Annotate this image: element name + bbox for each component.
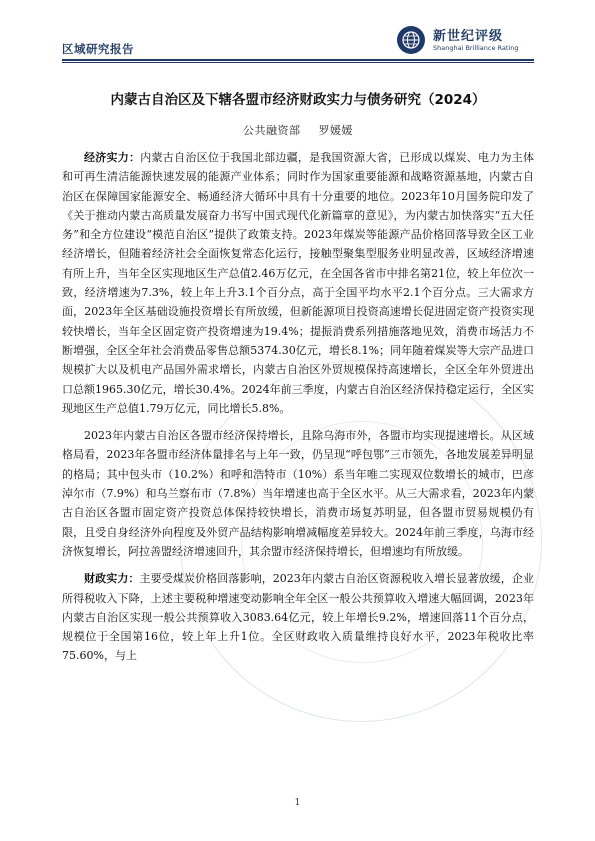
header-divider-thin: [62, 62, 534, 63]
paragraph-lead: 财政实力：: [84, 572, 140, 586]
report-category-label: 区域研究报告: [62, 42, 134, 56]
report-title: 内蒙古自治区及下辖各盟市经济财政实力与债务研究（2024）: [110, 92, 486, 108]
page-number: 1: [294, 798, 301, 808]
company-logo: [397, 25, 547, 59]
author-name: 罗媛媛: [318, 124, 353, 137]
paragraph-text: 2023年内蒙古自治区各盟市经济保持增长，且除乌海市外，各盟市均实现提速增长。从区域格局看，2023年各盟市经济体量排名与上年一致，仍呈现“呼包鄂”三市领先，各地发展差异明显的格局；其中包头市（10.2%）和呼和浩特市（10%）系当年唯二实现双位数增长的城市，巴彦淖尔市（7.9%）和乌兰察布市（7.8%）当年增速也高于全区水平。从三大需求看，2023年内蒙古自治区各盟市固定资产投资总体保持较快增长，消费市场复苏明显，但各盟市贸易规模仍有限，且受自身经济外向程度及外贸产品结构影响增减幅度差异较大。2024年前三季度，乌海市经济恢复增长，阿拉善盟经济增速回升，其余盟市经济保持增长，但增速均有所放缓。: [62, 429, 534, 558]
paragraph-regional-economy: [62, 426, 534, 561]
globe-icon: [397, 26, 425, 54]
paragraph-lead: 经济实力：: [84, 151, 141, 164]
header-divider: [62, 59, 534, 61]
paragraph-fiscal-strength: [62, 569, 534, 665]
paragraph-text: 内蒙古自治区位于我国北部边疆，是我国资源大省，已形成以煤炭、电力为主体和可再生清洁能源快速发展的能源产业体系；同时作为国家重要能源和战略资源基地，内蒙古自治区在保障国家能源安全、畅通经济大循环中具有十分重要的地位。2023年10月国务院印发了《关于推动内蒙古高质量发展奋力书写中国式现代化新篇章的意见》，为内蒙古加快落实“五大任务”和全方位建设“模范自治区”提供了政策支持。2023年煤炭等能源产品价格回落导致全区工业经济增长，但随着经济社会全面恢复常态化运行，接触型聚集型服务业明显改善，区域经济增速有所上升，当年全区实现地区生产总值2.46万亿元，在全国各省市中排名第21位，较上年位次一致，经济增速为7.3%，较上年上升3.1个百分点，高于全国平均水平2.1个百分点。三大需求方面，2023年全区基础设施投资增长有所放缓，但新能源项目投资高速增长促进固定资产投资实现较快增长，当年全区固定资产投资增速为19.4%；提振消费系列措施落地见效，消费市场活力不断增强，全区全年社会消费品零售总额5374.30亿元，增长8.1%；同年随着煤炭等大宗产品进口规模扩大以及机电产品国外需求增长，内蒙古自治区外贸规模保持高速增长，全区全年外贸进出口总额1965.30亿元，增长30.4%。2024年前三季度，内蒙古自治区经济保持稳定运行，全区实现地区生产总值1.79万亿元，同比增长5.8%。: [62, 151, 535, 415]
paragraph-economic-strength: [62, 148, 534, 418]
logo-chinese-name: 新世纪评级: [433, 29, 504, 44]
author-department: 公共融资部: [243, 124, 301, 137]
paragraph-text: 主要受煤炭价格回落影响，2023年内蒙古自治区资源税收入增长显著放缓，企业所得税收入下降，上述主要税种增速变动影响全年全区一般公共预算收入增速大幅回调，2023年内蒙古自治区实现一般公共预算收入3083.64亿元，较上年增长9.2%，增速回落11个百分点，规模位于全国第16位，较上年上升1位。全区财政收入质量维持良好水平，2023年税收比率75.60%，与上: [62, 572, 534, 663]
authors-line: [62, 122, 534, 138]
report-body: [62, 148, 534, 666]
logo-english-name: Shanghai Brilliance Rating: [433, 44, 519, 52]
